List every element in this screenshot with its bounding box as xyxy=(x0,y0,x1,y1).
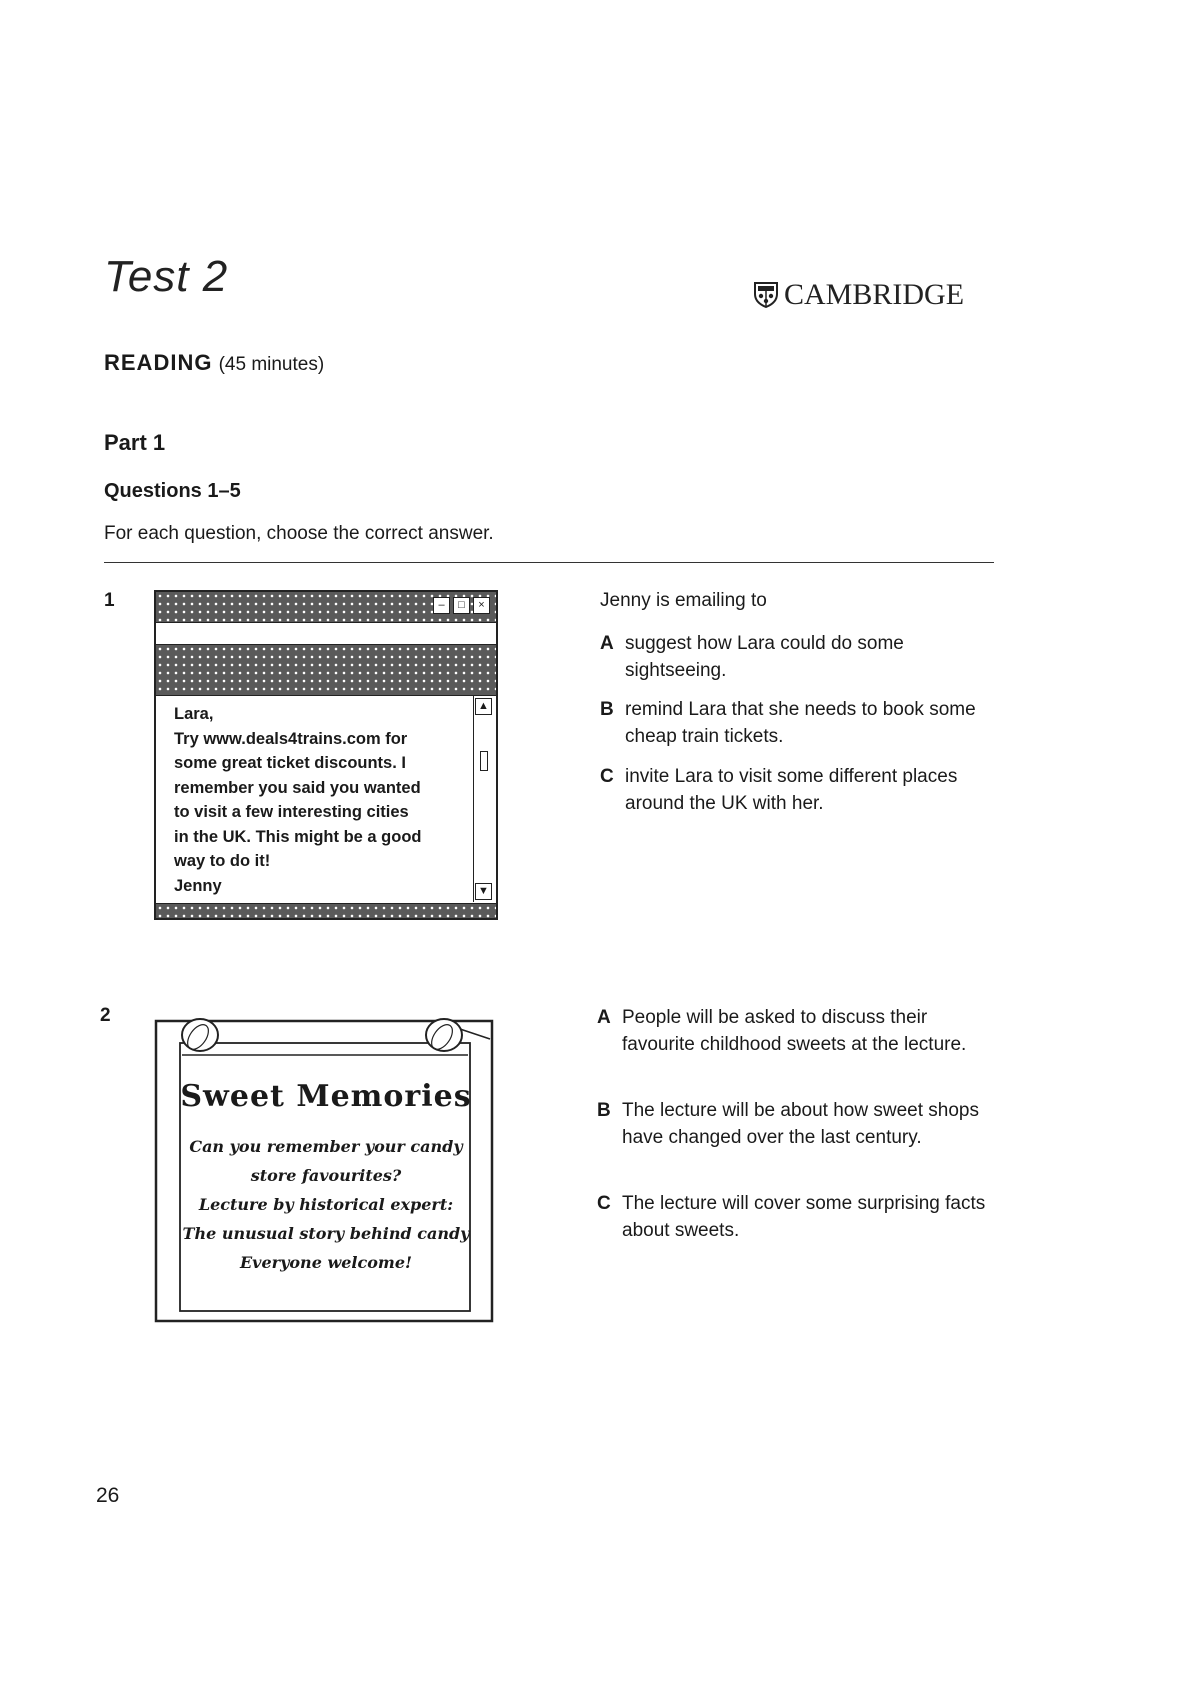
email-line: Try www.deals4trains.com for xyxy=(174,729,408,748)
option-text: The lecture will be about how sweet shops have changed over the last century. xyxy=(622,1100,979,1148)
page-number: 26 xyxy=(96,1484,120,1507)
section-duration: (45 minutes) xyxy=(218,354,325,375)
option-letter: B xyxy=(600,699,614,720)
cambridge-logo xyxy=(754,278,964,312)
option-letter: B xyxy=(597,1100,611,1121)
section-heading xyxy=(104,350,324,376)
part-title: Part 1 xyxy=(104,430,166,455)
section-name: READING xyxy=(104,350,213,375)
brand-name: CAMBRIDGE xyxy=(784,278,965,311)
email-line: some great ticket discounts. I xyxy=(174,754,406,772)
option-text: The lecture will cover some surprising facts about sweets. xyxy=(622,1193,986,1241)
scroll-down-icon: ▼ xyxy=(475,883,492,900)
email-bottom-bar xyxy=(156,903,496,918)
email-header-bar xyxy=(156,644,496,696)
notice-board xyxy=(154,1015,494,1325)
question-number-1: 1 xyxy=(104,590,115,611)
minimize-icon: – xyxy=(433,597,450,614)
option-letter: C xyxy=(600,766,614,787)
notice-title: Sweet Memories xyxy=(180,1079,472,1114)
option-letter: A xyxy=(597,1007,611,1028)
scroll-up-icon: ▲ xyxy=(475,698,492,715)
email-scrollbar xyxy=(473,696,492,902)
q1-option-a xyxy=(600,630,1000,684)
q2-option-b xyxy=(597,1097,997,1151)
q1-option-b xyxy=(600,696,1000,750)
q1-option-c xyxy=(600,763,1000,817)
option-text: remind Lara that she needs to book some cheap train tickets. xyxy=(625,699,976,747)
option-text: suggest how Lara could do some sightseeing. xyxy=(625,633,904,681)
notice-line: store favourites? xyxy=(250,1166,402,1185)
option-text: invite Lara to visit some different places around the UK with her. xyxy=(625,766,958,814)
notice-line: Can you remember your candy xyxy=(189,1137,463,1156)
question-1-stem: Jenny is emailing to xyxy=(600,590,767,611)
email-line: Lara, xyxy=(174,705,214,723)
test-title: Test 2 xyxy=(104,252,229,301)
email-line: in the UK. This might be a good xyxy=(174,827,422,846)
question-number-2: 2 xyxy=(100,1005,111,1026)
option-text: People will be asked to discuss their favourite childhood sweets at the lecture. xyxy=(622,1007,967,1055)
scroll-thumb xyxy=(480,751,488,771)
notice-content xyxy=(176,1055,476,1277)
email-body xyxy=(174,702,454,898)
close-icon: × xyxy=(473,597,490,614)
email-line: Jenny xyxy=(174,876,222,895)
questions-range: Questions 1–5 xyxy=(104,480,241,502)
email-title-bar xyxy=(156,592,496,623)
divider xyxy=(104,562,994,563)
email-line: way to do it! xyxy=(174,852,271,870)
cambridge-shield-icon xyxy=(754,282,778,308)
q2-option-a xyxy=(597,1004,997,1058)
notice-line: Lecture by historical expert: xyxy=(198,1195,454,1214)
instructions: For each question, choose the correct answer. xyxy=(104,523,494,544)
maximize-icon: □ xyxy=(453,597,470,614)
option-letter: C xyxy=(597,1193,611,1214)
q2-option-c xyxy=(597,1190,997,1244)
option-letter: A xyxy=(600,633,614,654)
email-line: remember you said you wanted xyxy=(174,778,421,797)
email-window xyxy=(154,590,498,920)
email-line: to visit a few interesting cities xyxy=(174,803,409,821)
notice-line: The unusual story behind candy xyxy=(182,1224,470,1243)
notice-line: Everyone welcome! xyxy=(239,1253,413,1272)
